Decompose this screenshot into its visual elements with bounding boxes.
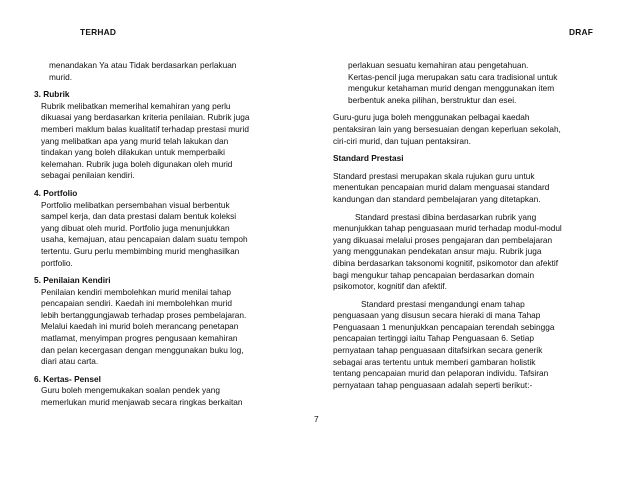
text-line: menunjukkan tahap penguasaan murid terhadap modul-modul [333, 223, 562, 234]
page-number: 7 [314, 414, 319, 424]
text-line: lebih bertanggungjawab terhadap proses pembelajaran. [41, 309, 247, 320]
text-line: sebagai penilaian kendiri. [41, 170, 135, 181]
text-line: yang dibuat oleh murid. Portfolio juga menunjukkan [41, 222, 230, 233]
text-line: penguasaan yang disusun secara hieraki di mana Tahap [333, 310, 541, 321]
text-line: Standard prestasi merupakan skala rujukan guru untuk [333, 170, 535, 181]
text-line: mengukur ketahaman murid dengan menggunakan item [348, 83, 555, 94]
text-line: ciri-ciri murid, dan tujuan pentaksiran. [333, 135, 471, 146]
text-line: menandakan Ya atau Tidak berdasarkan perlakuan [49, 60, 237, 70]
text-line: Penilaian kendiri membolehkan murid menilai tahap [41, 286, 232, 297]
text-line: sampel kerja, dan data prestasi dalam bentuk koleksi [41, 211, 237, 222]
section-heading-portfolio: 4. Portfolio [34, 187, 78, 198]
text-line: kelemahan. Rubrik juga boleh digunakan oleh murid [41, 158, 233, 169]
text-line: portfolio. [41, 257, 73, 268]
text-line: tertentu. Guru perlu membimbing murid menghasilkan [41, 245, 240, 256]
left-column [34, 60, 304, 409]
text-line: menentukan pencapaian murid dalam menguasai standard [333, 182, 550, 193]
text-line: berbentuk aneka pilihan, berstruktur dan esei. [348, 94, 517, 105]
header-right-label: DRAF [569, 27, 594, 37]
text-line: psikomotor, kognitif dan afektif. [333, 281, 447, 292]
text-line: perlakuan sesuatu kemahiran atau pengetahuan. [348, 60, 529, 70]
text-line: pencapaian tertinggi iaitu Tahap Penguasaan 6. Setiap [333, 333, 534, 344]
text-line: pencapaian sendiri. Kaedah ini membolehkan murid [41, 298, 232, 309]
text-line: Guru-guru juga boleh menggunakan pelbagai kaedah [333, 112, 530, 123]
text-line: matlamat, menyimpan progres pengusaan kemahiran [41, 333, 238, 344]
text-line: dan pelan kecergasan dengan menggunakan buku log, [41, 344, 244, 355]
text-line: dikuasai yang berdasarkan kriteria penilaian. Rubrik juga [41, 112, 250, 123]
section-heading-penilaian-kendiri: 5. Penilaian Kendiri [34, 275, 111, 286]
text-line: diari atau carta. [41, 356, 99, 367]
text-line: yang dikuasai melalui proses pengajaran dan pembelajaran [333, 234, 553, 245]
text-line: Standard prestasi dibina berdasarkan rubrik yang [355, 211, 537, 222]
right-column [333, 60, 595, 391]
text-line: sebagai aras tertentu untuk memberi gambaran holistik [333, 356, 536, 367]
text-line: yang menggunakan pendekatan ansur maju. Rubrik juga [333, 246, 542, 257]
text-line: yang melibatkan apa yang murid telah lakukan dan [41, 135, 229, 146]
text-line: pernyataan tahap penguasaan adalah seperti berikut:- [333, 379, 533, 390]
text-line: kandungan dan standard pembelajaran yang ditetapkan. [333, 193, 541, 204]
text-line: memerlukan murid menjawab secara ringkas berkaitan [41, 397, 243, 408]
text-line: memberi maklum balas kualitatif terhadap prestasi murid [41, 123, 249, 134]
text-line: Melalui kaedah ini murid boleh merancang penetapan [41, 321, 239, 332]
text-line: Rubrik melibatkan memerihal kemahiran yang perlu [41, 100, 231, 111]
text-line: Standard prestasi mengandungi enam tahap [361, 298, 525, 309]
section-heading-rubrik: 3. Rubrik [34, 89, 70, 100]
section-heading-standard-prestasi: Standard Prestasi [333, 153, 404, 164]
text-line: Kertas-pencil juga merupakan satu cara tradisional untuk [348, 71, 558, 82]
header-left-label: TERHAD [80, 27, 117, 37]
text-line: usaha, kemajuan, atau pencapaian dalam suatu tempoh [41, 234, 248, 245]
text-line: pernyataan tahap penguasaan ditafsirkan secara generik [333, 345, 543, 356]
text-line: tindakan yang boleh dilakukan untuk memperbaiki [41, 147, 226, 158]
text-line: Guru boleh mengemukakan soalan pendek yang [41, 385, 220, 396]
text-line: bagi mengukur tahap pencapaian berdasarkan domain [333, 269, 535, 280]
text-line: tentang pencapaian murid dan pelaporan individu. Tafsiran [333, 368, 549, 379]
text-line: pentaksiran lain yang bersesuaian dengan keperluan sekolah, [333, 123, 561, 134]
section-heading-kertas-pensel: 6. Kertas- Pensel [34, 373, 101, 384]
text-line: murid. [49, 71, 73, 82]
text-line: Penguasaan 1 menunjukkan pencapaian terendah sebingga [333, 321, 555, 332]
text-line: dibina berdasarkan taksonomi kognitif, psikomotor dan afektif [333, 257, 559, 268]
text-line: Portfolio melibatkan persembahan visual berbentuk [41, 199, 230, 210]
